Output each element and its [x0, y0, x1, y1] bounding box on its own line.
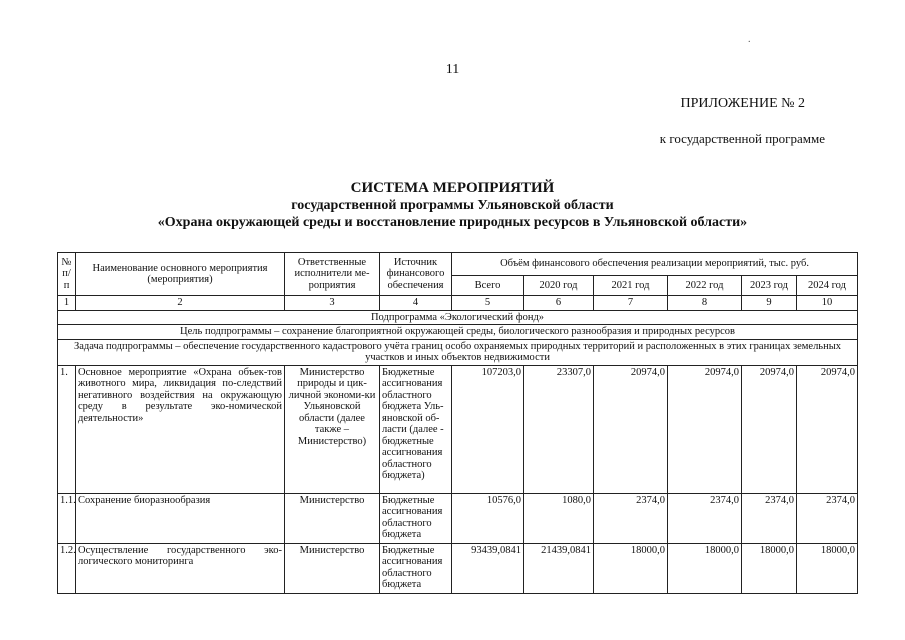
corner-mark: .: [748, 34, 751, 45]
col-number: 1: [58, 296, 76, 311]
header-name: Наименование основного мероприятия (мероприятия): [76, 253, 285, 296]
header-2023: 2023 год: [742, 276, 797, 296]
task-row: [58, 339, 858, 365]
header-source: Источник финансового обеспечения: [380, 253, 452, 296]
table-row: [58, 543, 858, 593]
row-total: 93439,0841: [452, 543, 524, 593]
page-number: 11: [445, 62, 460, 77]
row-2020: 23307,0: [524, 365, 594, 493]
row-total: 107203,0: [452, 365, 524, 493]
row-executor: Министерство природы и цик-личной экономи-ки Ульяновской области (далее также – Министерство): [285, 365, 380, 493]
row-2024: 18000,0: [797, 543, 858, 593]
table-row: [58, 493, 858, 543]
row-num: 1.1.: [58, 493, 76, 543]
header-row: [58, 253, 858, 276]
column-numbers-row: [58, 296, 858, 311]
row-name: Сохранение биоразнообразия: [76, 493, 285, 543]
measures-table: [57, 252, 858, 594]
col-number: 9: [742, 296, 797, 311]
document-title: [0, 180, 905, 231]
row-2024: 20974,0: [797, 365, 858, 493]
row-2023: 18000,0: [742, 543, 797, 593]
row-2021: 2374,0: [594, 493, 668, 543]
col-number: 6: [524, 296, 594, 311]
row-name: Основное мероприятие «Охрана объек-тов животного мира, ликвидация по-следствий негативного воздействия на окружающую среду в результате эко-номической деятельности»: [76, 365, 285, 493]
row-2020: 21439,0841: [524, 543, 594, 593]
subprogram-goal: Цель подпрограммы – сохранение благоприятной окружающей среды, биологического разнообразия и природных ресурсов: [58, 325, 858, 340]
row-2021: 20974,0: [594, 365, 668, 493]
row-executor: Министерство: [285, 543, 380, 593]
row-total: 10576,0: [452, 493, 524, 543]
row-2021: 18000,0: [594, 543, 668, 593]
row-2022: 20974,0: [668, 365, 742, 493]
col-number: 10: [797, 296, 858, 311]
row-name: Осуществление государственного эко-логического мониторинга: [76, 543, 285, 593]
header-funding: Объём финансового обеспечения реализации мероприятий, тыс. руб.: [452, 253, 858, 276]
col-number: 8: [668, 296, 742, 311]
title-line-2: государственной программы Ульяновской области: [291, 198, 614, 213]
row-num: 1.: [58, 365, 76, 493]
appendix-label: ПРИЛОЖЕНИЕ № 2: [680, 96, 805, 111]
title-line-3: «Охрана окружающей среды и восстановление природных ресурсов в Ульяновской области»: [157, 215, 748, 230]
row-source: Бюджетные ассигнования областного бюджета Уль-яновской об-ласти (далее - бюджетные ассигнования областного бюджета): [380, 365, 452, 493]
col-number: 4: [380, 296, 452, 311]
row-num: 1.2.: [58, 543, 76, 593]
subprogram-title: Подпрограмма «Экологический фонд»: [58, 310, 858, 325]
row-2022: 2374,0: [668, 493, 742, 543]
row-executor: Министерство: [285, 493, 380, 543]
header-num: № п/п: [58, 253, 76, 296]
row-source: Бюджетные ассигнования областного бюджета: [380, 543, 452, 593]
row-2024: 2374,0: [797, 493, 858, 543]
row-source: Бюджетные ассигнования областного бюджета: [380, 493, 452, 543]
row-2023: 20974,0: [742, 365, 797, 493]
header-2020: 2020 год: [524, 276, 594, 296]
subprogram-row: [58, 310, 858, 325]
header-2024: 2024 год: [797, 276, 858, 296]
subprogram-task: Задача подпрограммы – обеспечение государственного кадастрового учёта границ особо охраняемых природных территорий и расположенных в этих границах земельных участков и иных объектов недвижимости: [58, 339, 858, 365]
col-number: 5: [452, 296, 524, 311]
col-number: 3: [285, 296, 380, 311]
col-number: 2: [76, 296, 285, 311]
title-line-1: СИСТЕМА МЕРОПРИЯТИЙ: [350, 180, 555, 196]
header-2021: 2021 год: [594, 276, 668, 296]
header-2022: 2022 год: [668, 276, 742, 296]
row-2022: 18000,0: [668, 543, 742, 593]
header-executors: Ответственные исполнители ме-роприятия: [285, 253, 380, 296]
appendix-subtitle: к государственной программе: [659, 131, 825, 146]
row-2023: 2374,0: [742, 493, 797, 543]
row-2020: 1080,0: [524, 493, 594, 543]
table-row: [58, 365, 858, 493]
header-total: Всего: [452, 276, 524, 296]
goal-row: [58, 325, 858, 340]
col-number: 7: [594, 296, 668, 311]
